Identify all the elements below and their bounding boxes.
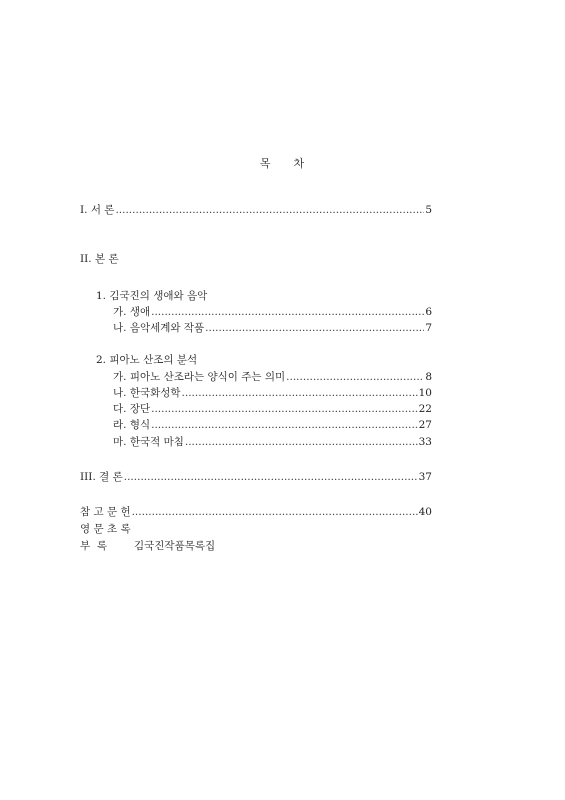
toc-entry-2e[interactable] bbox=[113, 435, 432, 449]
toc-entry-label: I. 서 론 bbox=[80, 204, 115, 216]
appendix-title: 김국진작품목록집 bbox=[134, 540, 216, 552]
toc-entry-label: 라. 형식 bbox=[113, 419, 151, 431]
toc-heading-body: II. 본 론 bbox=[80, 253, 119, 265]
leader-dots bbox=[124, 470, 418, 484]
toc-entry-page: 27 bbox=[418, 419, 432, 431]
toc-entry-2b[interactable] bbox=[113, 386, 432, 400]
toc-entry-page: 37 bbox=[418, 471, 432, 483]
title-right: 차 bbox=[293, 157, 306, 170]
toc-entry-page: 40 bbox=[418, 506, 432, 518]
leader-dots bbox=[185, 435, 418, 449]
toc-entry-1a[interactable] bbox=[113, 305, 432, 319]
toc-entry-label: 마. 한국적 마침 bbox=[113, 436, 184, 448]
toc-section-heading-2: 2. 피아노 산조의 분석 bbox=[96, 354, 198, 366]
toc-entry-intro[interactable] bbox=[80, 203, 432, 217]
toc-entry-page: 10 bbox=[418, 387, 432, 399]
toc-entry-1b[interactable] bbox=[113, 321, 432, 335]
toc-entry-2d[interactable] bbox=[113, 418, 432, 432]
toc-entry-appendix[interactable] bbox=[80, 539, 215, 553]
toc-entry-label: 다. 장단 bbox=[113, 403, 151, 415]
toc-entry-abstract[interactable]: 영 문 초 록 bbox=[80, 523, 131, 535]
toc-entry-label: 나. 한국화성학 bbox=[113, 387, 181, 399]
toc-entry-label: III. 결 론 bbox=[80, 471, 123, 483]
toc-entry-label: 가. 피아노 산조라는 양식이 주는 의미 bbox=[113, 371, 286, 383]
title-left: 목 bbox=[259, 157, 272, 170]
toc-entry-page: 33 bbox=[418, 436, 432, 448]
toc-entry-page: 6 bbox=[425, 306, 432, 318]
toc-entry-page: 5 bbox=[425, 204, 432, 216]
toc-entry-page: 8 bbox=[425, 371, 432, 383]
leader-dots bbox=[286, 370, 424, 384]
toc-entry-page: 22 bbox=[418, 403, 432, 415]
toc-entry-label: 가. 생애 bbox=[113, 306, 151, 318]
appendix-label: 부 록 bbox=[80, 540, 107, 552]
toc-entry-2c[interactable] bbox=[113, 402, 432, 416]
leader-dots bbox=[115, 203, 424, 217]
leader-dots bbox=[182, 386, 418, 400]
toc-entry-references[interactable] bbox=[80, 505, 432, 519]
toc-entry-label: 나. 음악세계와 작품 bbox=[113, 322, 205, 334]
leader-dots bbox=[151, 402, 418, 416]
leader-dots bbox=[132, 505, 418, 519]
leader-dots bbox=[205, 321, 424, 335]
leader-dots bbox=[151, 305, 424, 319]
toc-entry-conclusion[interactable] bbox=[80, 470, 432, 484]
toc-entry-page: 7 bbox=[425, 322, 432, 334]
page-title bbox=[0, 155, 565, 171]
toc-entry-2a[interactable] bbox=[113, 370, 432, 384]
toc-entry-label: 참 고 문 헌 bbox=[80, 506, 131, 518]
leader-dots bbox=[151, 418, 418, 432]
toc-section-heading-1: 1. 김국진의 생애와 음악 bbox=[96, 290, 208, 302]
